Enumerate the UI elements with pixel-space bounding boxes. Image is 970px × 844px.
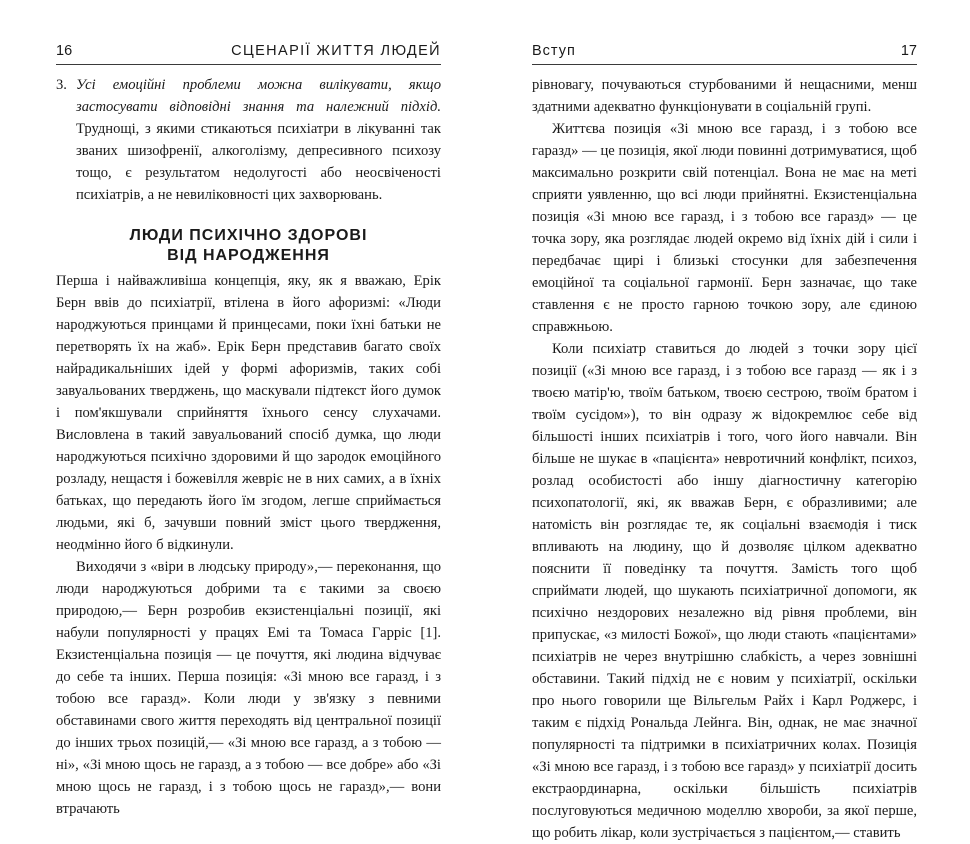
running-title: СЦЕНАРІЇ ЖИТТЯ ЛЮДЕЙ (231, 43, 441, 59)
page-body (56, 74, 441, 820)
paragraph: Виходячи з «віри в людську природу»,— переконання, що люди народжуються добрими та є такими за своєю природою,— Берн розробив екзистенціальні позиції, які набули популярності у працях Емі та Томаса Гарріс [1]. Екзистенціальна позиція — це почуття, які людина відчуває до себе та інших. Перша позиція: «Зі мною все гаразд, і з тобою все гаразд». Коли люди у зв'язку з певними обставинами свого життя переходять від центральної позиції до інших трьох позицій,— «Зі мною все гаразд, а з тобою — ні», «Зі мною щось не гаразд, а з тобою — все добре» або «Зі мною щось не гаразд, і з тобою щось не гаразд»,— вони втрачають (56, 559, 441, 817)
list-item-text: Труднощі, з якими стикаються психіатри в лікуванні так званих шизофренії, алкоголізму, депресивного психозу тощо, є результатом недолугості або неосвіченості психіатрів, а не невиліковності цих захворювань. (76, 121, 441, 203)
italic-thesis: Усі емоційні проблеми можна вилікувати, якщо застосувати відповідні знання та належний підхід. (76, 77, 441, 115)
running-header (56, 42, 441, 65)
left-page (56, 0, 441, 817)
running-header (532, 42, 917, 65)
section-heading (56, 226, 441, 266)
paragraph: Життєва позиція «Зі мною все гаразд, і з тобою все гаразд» — це позиція, якої люди повинні дотримуватися, щоб максимально розкрити свій потенціал. Вона не має на меті сприяти уявленню, що всі люди прийнятні. Екзистенціальна позиція «Зі мною все гаразд, і з тобою все гаразд» — це точка зору, яка розглядає людей окремо від їхніх дій і сили і передбачає щирі і близькі стосунки для забезпечення емоційної та соціальної гармонії. Берн зазначає, що таке ставлення є не просто гарною точкою зору, але єдиною справжньою. (532, 121, 917, 335)
right-page (532, 0, 917, 841)
list-marker: 3. (56, 77, 67, 93)
paragraph: рівновагу, почуваються стурбованими й нещасними, менш здатними адекватно функціонувати в соціальній групі. (532, 77, 917, 115)
page-body (532, 74, 917, 844)
running-title: Вступ (532, 43, 576, 59)
paragraph: Перша і найважливіша концепція, яку, як я вважаю, Ерік Берн ввів до психіатрії, втілена в його афоризмі: «Люди народжуються принцами й принцесами, поки їхні батьки не перетворять їх на жаб». Ерік Берн представив багато своїх найрадикальніших ідей у формі афоризмів, таких собі завуальованих тверджень, що маскували підтекст його думок і пом'якшували сприйняття їхнього сенсу слухачами. Висловлена в такий завуальований спосіб думка, що люди народжуються психічно здоровими й що зародок емоційного розладу, нещастя і божевілля жевріє не в них самих, а в їхніх батьках, що передають його їм згодом, легше сприймається людьми, які б, зачувши повний зміст цього твердження, неодмінно його б відкинули. (56, 273, 441, 553)
page-number: 16 (56, 43, 73, 59)
paragraph: Коли психіатр ставиться до людей з точки зору цієї позиції («Зі мною все гаразд, і з тобою все гаразд — як і з твоєю матір'ю, твоїм батьком, твоєю сестрою, твоїм братом і твоїм сусідом»), то він одразу ж відокремлює себе від більшості інших психіатрів і того, чого його навчали. Він більше не шукає в «пацієнта» невротичний конфлікт, психоз, розлад особистості або іншу діагностичну категорію психопатології, які, як вважав Берн, є образливими; але натомість він розглядає те, як соціальні взаємодія і тиск впливають на людину, що й дозволяє цілком адекватно пояснити її поведінку та почуття. Замість того щоб сприймати людей, що шукають психіатричної допомоги, як психічно нездорових незалежно від рівня проблеми, він припускає, «з милості Божої», що люди стають «пацієнтами» психіатрів не через внутрішню слабкість, а через зовнішні обставини. Такий підхід не є новим у психіатрії, оскільки про нього говорили ще Вільгельм Райх і Карл Роджерс, і таким є підхід Рональда Лейнга. Він, однак, не має значної популярності та підтримки в психіатричних колах. Позиція «Зі мною все гаразд, і з тобою все гаразд» у психіатрії досить екстраординарна, оскільки більшість психіатрів послуговуються медичною моделлю хвороби, за якої перше, що робить лікар, коли зустрічається з пацієнтом,— ставить (532, 341, 917, 841)
page-number: 17 (900, 43, 917, 59)
section-heading-line1: ЛЮДИ ПСИХІЧНО ЗДОРОВІ (129, 227, 368, 244)
section-heading-line2: ВІД НАРОДЖЕННЯ (167, 247, 330, 264)
list-item (56, 74, 441, 206)
